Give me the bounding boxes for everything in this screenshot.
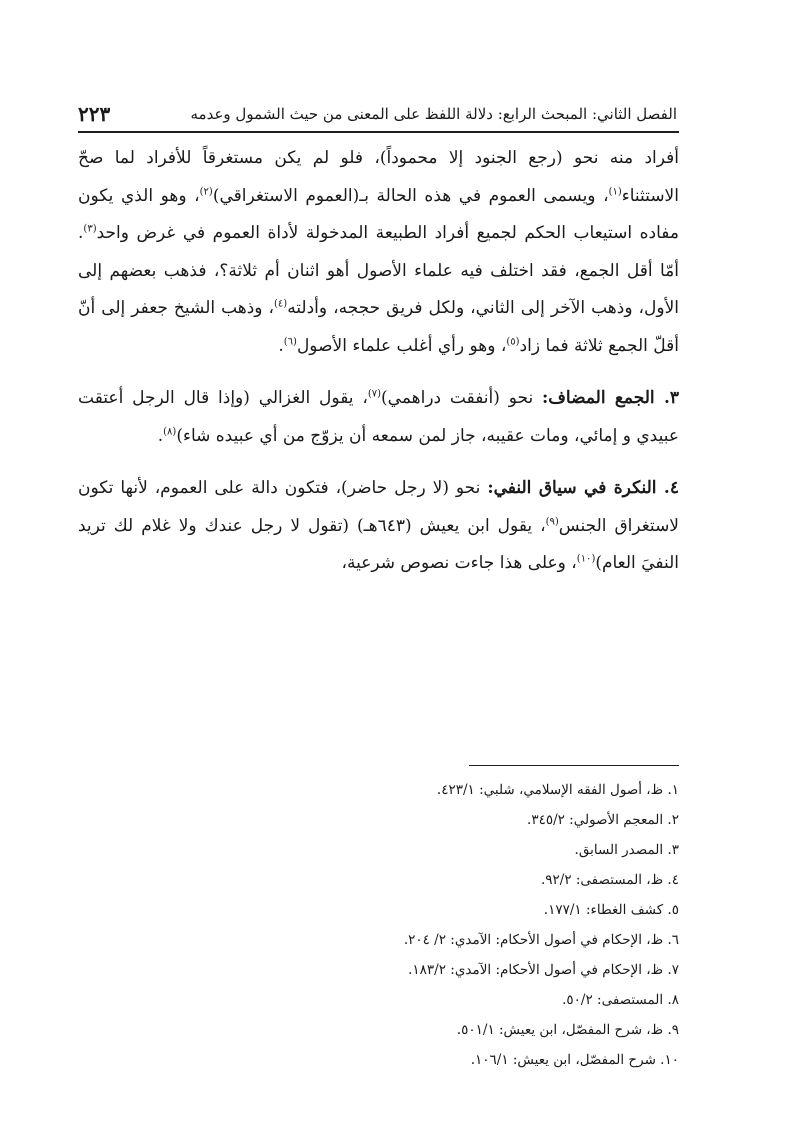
paragraph-text: . أمّا أقل الجمع، فقد اختلف فيه علماء الأصول أهو اثنان أم ثلاثة؟، فذهب بعضهم إلى الأول، وذهب الآخر إلى الثاني، ولكل فريق حججه، وأدلته	[78, 223, 679, 318]
running-header	[78, 86, 677, 126]
paragraph-text: ، ويسمى العموم في هذه الحالة بـ(العموم الاستغراقي)	[212, 185, 609, 206]
footnote-3: ٣. المصدر السابق.	[574, 842, 679, 858]
footnote-8: ٨. المستصفى: ٥٠/٢.	[562, 992, 679, 1008]
body-text	[78, 140, 679, 583]
footnote-ref-1[interactable]: (١)	[608, 185, 622, 197]
page-number: ٢٢٣	[78, 102, 111, 126]
footnote-4: ٤. ظ، المستصفى: ٩٢/٢.	[540, 872, 679, 888]
footnote-9: ٩. ظ، شرح المفصّل، ابن يعيش: ٥٠١/١.	[456, 1022, 679, 1038]
footnote-ref-2[interactable]: (٢)	[199, 185, 213, 197]
section-heading: ٣. الجمع المضاف:	[542, 388, 680, 408]
paragraph-text: .	[278, 335, 284, 356]
footnote-ref-4[interactable]: (٤)	[274, 298, 288, 310]
paragraph-3	[78, 470, 679, 583]
footnote-6: ٦. ظ، الإحكام في أصول الأحكام: الآمدي: ٢/ ٢٠٤.	[403, 932, 679, 948]
footnote-ref-8[interactable]: (٨)	[163, 425, 177, 437]
paragraph-2	[78, 380, 679, 455]
footnote-2: ٢. المعجم الأصولي: ٣٤٥/٢.	[527, 812, 679, 828]
header-divider	[78, 131, 679, 133]
footnote-ref-7[interactable]: (٧)	[367, 388, 382, 400]
paragraph-1	[78, 140, 679, 365]
footnote-ref-9[interactable]: (٩)	[545, 515, 559, 527]
chapter-title: الفصل الثاني: المبحث الرابع: دلالة اللفظ على المعنى من حيث الشمول وعدمه	[190, 105, 677, 123]
paragraph-text: ، وهو رأي أغلب علماء الأصول	[296, 335, 507, 356]
footnote-10: ١٠. شرح المفصّل، ابن يعيش: ١٠٦/١.	[470, 1052, 679, 1068]
paragraph-text: .	[157, 425, 164, 446]
paragraph-text: ، وهو الذي يكون مفاده استيعاب الحكم لجميع أفراد الطبيعة المدخولة لأداة العموم في غرض واحد	[78, 185, 679, 243]
paragraph-text: نحو (أنفقت دراهمي)	[381, 388, 542, 408]
paragraph-text: ، يقول الغزالي (وإذا قال الرجل أعتقت عبيدي و إمائي، ومات عقيبه، جاز لمن سمعه أن يزوّج من أي عبيده شاء)	[78, 388, 679, 446]
footnote-ref-6[interactable]: (٦)	[283, 335, 297, 347]
paragraph-text: ، وعلى هذا جاءت نصوص شرعية،	[341, 553, 577, 573]
footnote-ref-5[interactable]: (٥)	[506, 335, 520, 347]
footnote-separator	[469, 765, 679, 766]
footnote-5: ٥. كشف الغطاء: ١٧٧/١.	[543, 902, 679, 918]
section-heading: ٤. النكرة في سياق النفي:	[487, 478, 679, 498]
footnote-ref-3[interactable]: (٣)	[83, 223, 97, 235]
paragraph-text: أفراد منه نحو (رجع الجنود إلا محموداً)، فلو لم يكن مستغرقاً للأفراد لما صحّ الاستثناء	[78, 148, 679, 206]
paragraph-text: نحو (لا رجل حاضر)، فتكون دالة على العموم، لأنها تكون لاستغراق الجنس	[78, 478, 680, 536]
footnotes	[78, 775, 679, 1075]
footnote-7: ٧. ظ، الإحكام في أصول الأحكام: الآمدي: ١٨٣/٢.	[408, 962, 679, 978]
footnote-ref-10[interactable]: (١٠)	[576, 553, 596, 565]
paragraph-text: ، يقول ابن يعيش (٦٤٣هـ) (تقول لا رجل عندك ولا غلام لك تريد النفيَ العام)	[78, 515, 679, 573]
paragraph-text: ، وذهب الشيخ جعفر إلى أنّ أقلّ الجمع ثلاثة فما زاد	[78, 298, 679, 356]
footnote-1: ١. ظ، أصول الفقه الإسلامي، شلبي: ٤٢٣/١.	[436, 782, 679, 798]
